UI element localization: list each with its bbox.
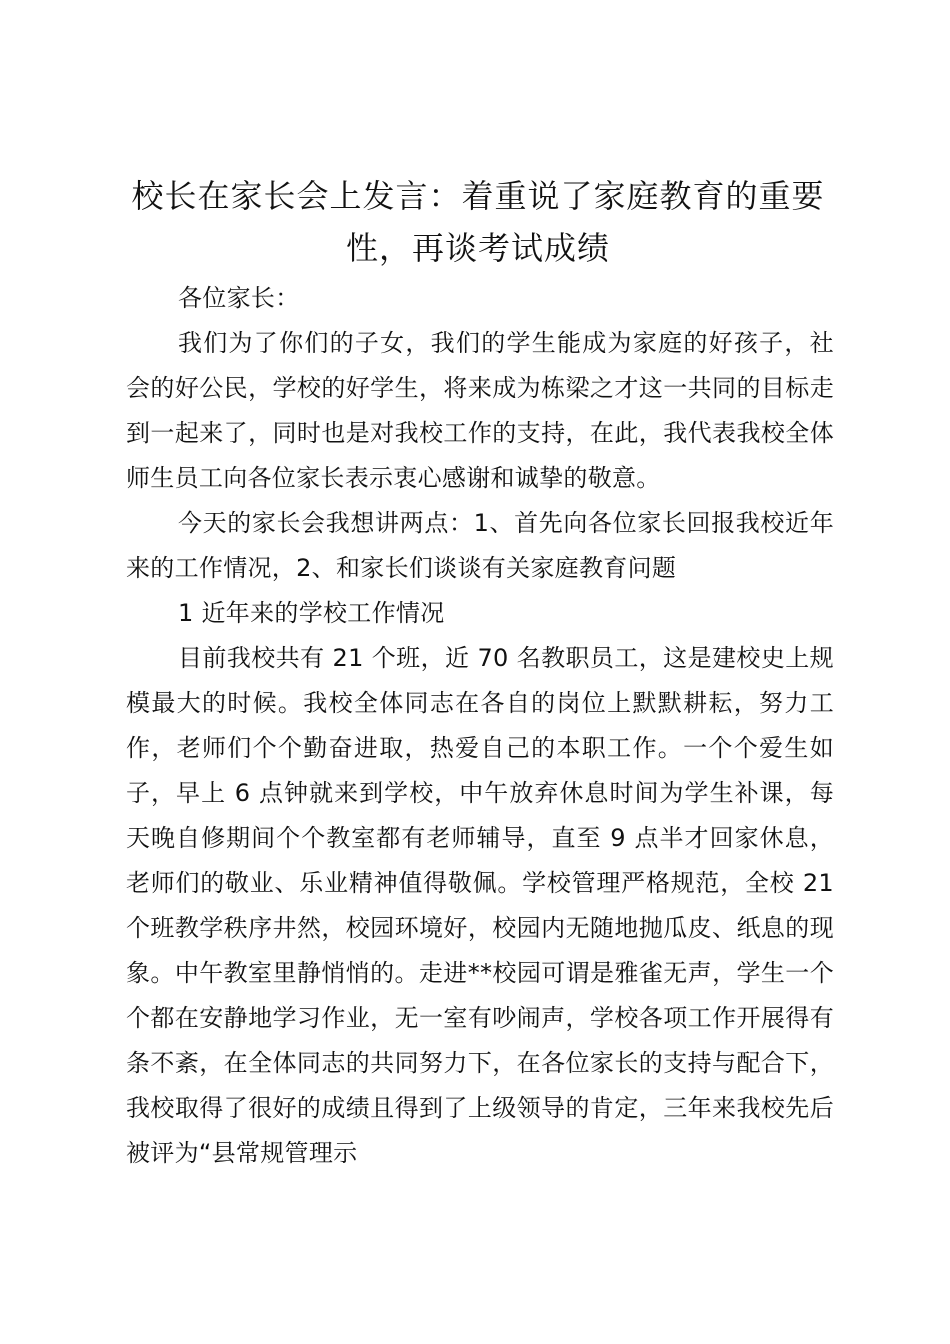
school-status-paragraph: 目前我校共有 21 个班，近 70 名教职员工，这是建校史上规模最大的时候。我校全体同志在各自的岗位上默默耕耘，努力工作，老师们个个勤奋进取，热爱自己的本职工作。一个个爱生如子，早上 6 点钟就来到学校，中午放弃休息时间为学生补课，每天晚自修期间个个教室都有老师辅导，直至 9 点半才回家休息，老师们的敬业、乐业精神值得敬佩。学校管理严格规范，全校 21 个班教学秩序井然，校园环境好，校园内无随地抛瓜皮、纸息的现象。中午教室里静悄悄的。走进**校园可谓是雅雀无声，学生一个个都在安静地学习作业，无一室有吵闹声，学校各项工作开展得有条不紊，在全体同志的共同努力下，在各位家长的支持与配合下，我校取得了很好的成绩且得到了上级领导的肯定，三年来我校先后被评为“县常规管理示 bbox=[126, 644, 834, 1167]
document-body bbox=[126, 276, 834, 1176]
section-heading: 1 近年来的学校工作情况 bbox=[178, 599, 445, 627]
document-title: 校长在家长会上发言：着重说了家庭教育的重要性，再谈考试成绩 bbox=[131, 177, 825, 267]
opening-paragraph: 我们为了你们的子女，我们的学生能成为家庭的好孩子，社会的好公民，学校的好学生，将来成为栋梁之才这一共同的目标走到一起来了，同时也是对我校工作的支持，在此，我代表我校全体师生员工向各位家长表示衷心感谢和诚挚的敬意。 bbox=[126, 329, 834, 492]
salutation-paragraph: 各位家长： bbox=[178, 284, 300, 312]
agenda-paragraph: 今天的家长会我想讲两点：1、首先向各位家长回报我校近年来的工作情况，2、和家长们谈谈有关家庭教育问题 bbox=[126, 509, 834, 582]
